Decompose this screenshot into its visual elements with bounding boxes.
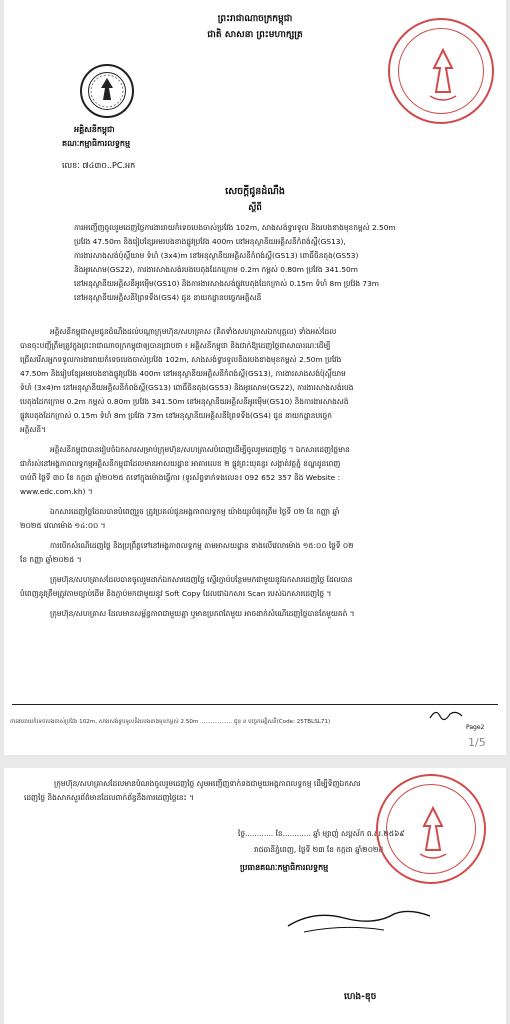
lunar-date: ថ្ងៃ............ ខែ............ ឆ្នាំ ម្សាញ់ សប្តស័ក ព.ស.២៥៦៩ bbox=[238, 829, 405, 838]
official-seal-bottom bbox=[376, 774, 486, 884]
body-line: ខែ កញ្ញា ឆ្នាំ២០២៥ ។ bbox=[20, 555, 82, 564]
body-line: ជ្រើសរើសអ្នកទទួលការងាររាយកំទេចបេងចាស់ប្រវែង 102m, សាងសង់ទ្វារទូលនិងរបងខាងមុខកម្ពស់ 2.50m ប្រវែង bbox=[20, 355, 342, 364]
body-line: អគ្គិសនី។ bbox=[20, 425, 46, 434]
committee-name: គណៈកម្មាធិការលទ្ធកម្ម bbox=[62, 139, 131, 148]
subject-line: ការងារសាងសង់ប៉ុស្តិ៍យាម ទំហំ (3x4)m នៅអនុស្ថានីយអគ្គិសនីកំពង់ស្ពឺ(GS13) ពោធិ៍ចិនតុង(GS53) bbox=[74, 251, 359, 260]
body-line: ឯកសារដេញថ្លៃដែលបានបំពេញរួច ត្រូវប្រគល់ជូនអង្គភាពលទ្ធកម្ម យ៉ាងយូរបំផុតត្រឹម ថ្ងៃទី ០២ ខែ កញ្ញា ឆ្នាំ bbox=[50, 507, 340, 516]
subject-label: ស្តីពី bbox=[248, 203, 262, 213]
document-page-2 bbox=[4, 768, 506, 1024]
body-line: ក្រុមហ៊ុន/សហគ្រាស ដែលមានសម្ព័ន្ធភាពជាមួយគ្នា ឬមានប្រភពតែមួយ អាចដាក់សំណើដេញថ្លៃបានតែមួយគត់ ។ bbox=[50, 609, 355, 618]
motto-heading: ជាតិ សាសនា ព្រះមហាក្សត្រ bbox=[207, 30, 303, 40]
body-line: ក្រុមហ៊ុន/សហគ្រាសដែលមានបំណងចូលរួមដេញថ្លៃ សូមអញ្ជើញទាក់ទងជាមួយអង្គភាពលទ្ធកម្ម ដើម្បីទិញឯកសារ bbox=[54, 779, 361, 788]
page-indicator: 1/5 bbox=[468, 736, 486, 749]
body-line: ទំហំ (3x4)m នៅអនុស្ថានីយអគ្គិសនីកំពង់ស្ពឺ(GS13) ពោធិ៍ចិនតុង(GS53) និងអូរសោម(GS22), ការងារសាងសង់របង bbox=[20, 383, 354, 392]
subject-line: នៅអនុស្ថានីយអគ្គិសនីព្រៃទទឹង(GS4) ជូន នាយកដ្ឋានបច្ចេកអគ្គិសនី bbox=[74, 293, 262, 302]
website-link[interactable]: www.edc.com.kh) ។ bbox=[20, 487, 93, 496]
document-page-1 bbox=[4, 0, 506, 755]
solar-date: រាជធានីភ្នំពេញ, ថ្ងៃទី ២៣ ខែ កក្កដា ឆ្នាំ២០២៥ bbox=[254, 845, 384, 854]
body-line: 47.50m និងរៀបខ្សែអមរបងខាងផ្លូវប្រវែង 400m នៅអនុស្ថានីយអគ្គិសនីកំពង់ស្ពឺ(GS13), ការងារសាងសង់ប៉ុស្តិ៍យាម bbox=[20, 369, 346, 378]
body-line: ជាកំរស់នៅអង្គភាពលទ្ធកម្មអគ្គិសនីកម្ពុជាដែលមានអាសយដ្ឋាន អាគារលេខ ២ ផ្លូវព្រះយុគន្ធរ សង្កាត់វត្តភ្នំ ខណ្ឌដូនពេញ bbox=[20, 459, 341, 468]
body-line: ផ្លូវបេតុងដែកក្រាស់ 0.15m ទំហំ 8m ប្រវែង 73m នៅអនុស្ថានីយអគ្គិសនីព្រៃទទឹង(GS4) ជូន នាយកដ្ឋានបច្ចេក bbox=[20, 411, 332, 420]
reference-number: លេខៈ ៧៤៣០..PC.អក bbox=[62, 161, 136, 170]
director-signature bbox=[284, 900, 434, 936]
notice-title: សេចក្តីជូនដំណឹង bbox=[225, 186, 285, 197]
org-name: អគ្គិសនីកម្ពុជា bbox=[74, 125, 115, 134]
body-line: បេតុងដែកក្រោម 0.2m កម្ពស់ 0.80m ប្រវែង 341.50m នៅអនុស្ថានីយអគ្គិសនីអូរម៉ើម(GS10) និងការងារសាងសង់ bbox=[20, 397, 349, 406]
subject-line: នៅអនុស្ថានីយអគ្គិសនីអូរម៉ើម(GS10) និងការងារសាងសង់ផ្លូវបេតុងដែកក្រាស់ 0.15m ទំហំ 8m ប្រវែង 73m bbox=[74, 279, 380, 288]
footer-divider bbox=[12, 704, 498, 705]
signer-name: ហេង-ឌុច bbox=[344, 992, 377, 1002]
subject-line: និងអូរសោម(GS22), ការងារសាងសង់របងបេតុងដែកក្រោម 0.2m កម្ពស់ 0.80m ប្រវែង 341.50m bbox=[74, 265, 358, 274]
edc-logo bbox=[80, 64, 134, 118]
subject-line: ប្រវែង 47.50m និងរៀបខ្សែអមរបងខាងផ្លូវប្រវែង 400m នៅអនុស្ថានីយអគ្គិសនីកំពង់ស្ពឺ(GS13), bbox=[74, 237, 346, 246]
page-label: Page2 bbox=[466, 724, 485, 731]
official-seal-top bbox=[388, 18, 494, 124]
body-line: អគ្គិសនីកម្ពុជាសូមជូនដំណឹងដល់បណ្តាក្រុមហ៊ុន/សហគ្រាស (គិតទាំងសហគ្រាសឯកបុគ្គល) ទាំងអស់ដែល bbox=[50, 327, 337, 336]
body-line: ដេញថ្លៃ និងសាកសួរព័ត៌មានដែលពាក់ព័ន្ធនឹងការដេញថ្លៃនេះ ។ bbox=[24, 793, 194, 802]
signer-title: ប្រធានគណៈកម្មាធិការលទ្ធកម្ម bbox=[240, 863, 329, 872]
document-footer: ការងាររាយកំទេចបេងចាស់ប្រវែង 102m, សាងសង់ទ្វារទូលនិងរបងខាងមុខកម្ពស់ 2.50m .................. ជូន ន បច្ចេកអគ្គិសនី(Code: 25TBLSL71) bbox=[10, 719, 331, 725]
body-line: ការបើកសំណើដេញថ្លៃ និងប្រព្រឹត្តទៅនៅអង្គភាពលទ្ធកម្ម តាមអាសយដ្ឋាន ខាងលើវេលាម៉ោង ១៥:០០ ថ្ងៃទី ០២ bbox=[50, 541, 354, 550]
subject-line: ការអញ្ជើញចូលរួមដេញថ្លៃការងាររាយកំទេចបេងចាស់ប្រវែង 102m, សាងសង់ទ្វារទូល និងរបងខាងមុខកម្ពស់ 2.50m bbox=[74, 223, 396, 232]
body-line: ក្រុមហ៊ុន/សហគ្រាសដែលបានចូលរួមដាក់ឯកសារដេញថ្លៃ ស្នើរភ្ជាប់បន្ថែមមកជាមួយនូវឯកសារដេញថ្លៃ ដែលបាន bbox=[50, 575, 353, 584]
initials-signature bbox=[428, 706, 468, 722]
body-line: ចាប់ពី ថ្ងៃទី ៣០ ខែ កក្កដា ឆ្នាំ២០២៥ តទៅក្នុងម៉ោងធ្វើការ (ទូរស័ព្ទទាក់ទងលេខ៖ 092 652 357 និង Website : bbox=[20, 473, 341, 482]
body-line: ២០២៥ វេលាម៉ោង ១៤:០០ ។ bbox=[20, 521, 106, 530]
body-line: បានចុះបញ្ជីត្រឹមត្រូវក្នុងព្រះរាជាណាចក្រកម្ពុជាឲ្យបានជ្រាបថា ៖ អគ្គិសនីកម្ពុជា និងជាក់ឱ្យដេញថ្លៃជាសាធារណៈដើម្បី bbox=[20, 341, 331, 350]
body-line: អគ្គិសនីកម្ពុជាបានរៀបចំឯកសារសម្រាប់ក្រុមហ៊ុន/សហគ្រាសបំពេញដើម្បីចូលរួមដេញថ្លៃ ។ ឯកសារដេញថ្លៃមាន bbox=[50, 445, 350, 454]
kingdom-heading: ព្រះរាជាណាចក្រកម្ពុជា bbox=[217, 14, 293, 24]
body-line: បំពេញនូវត្រឹមត្រូវតាមច្បាប់ដើម និងភ្ជាប់មកជាមួយនូវ Soft Copy ដែលជាឯកសារ Scan របស់ឯកសារដេញថ្លៃ ។ bbox=[20, 589, 332, 598]
